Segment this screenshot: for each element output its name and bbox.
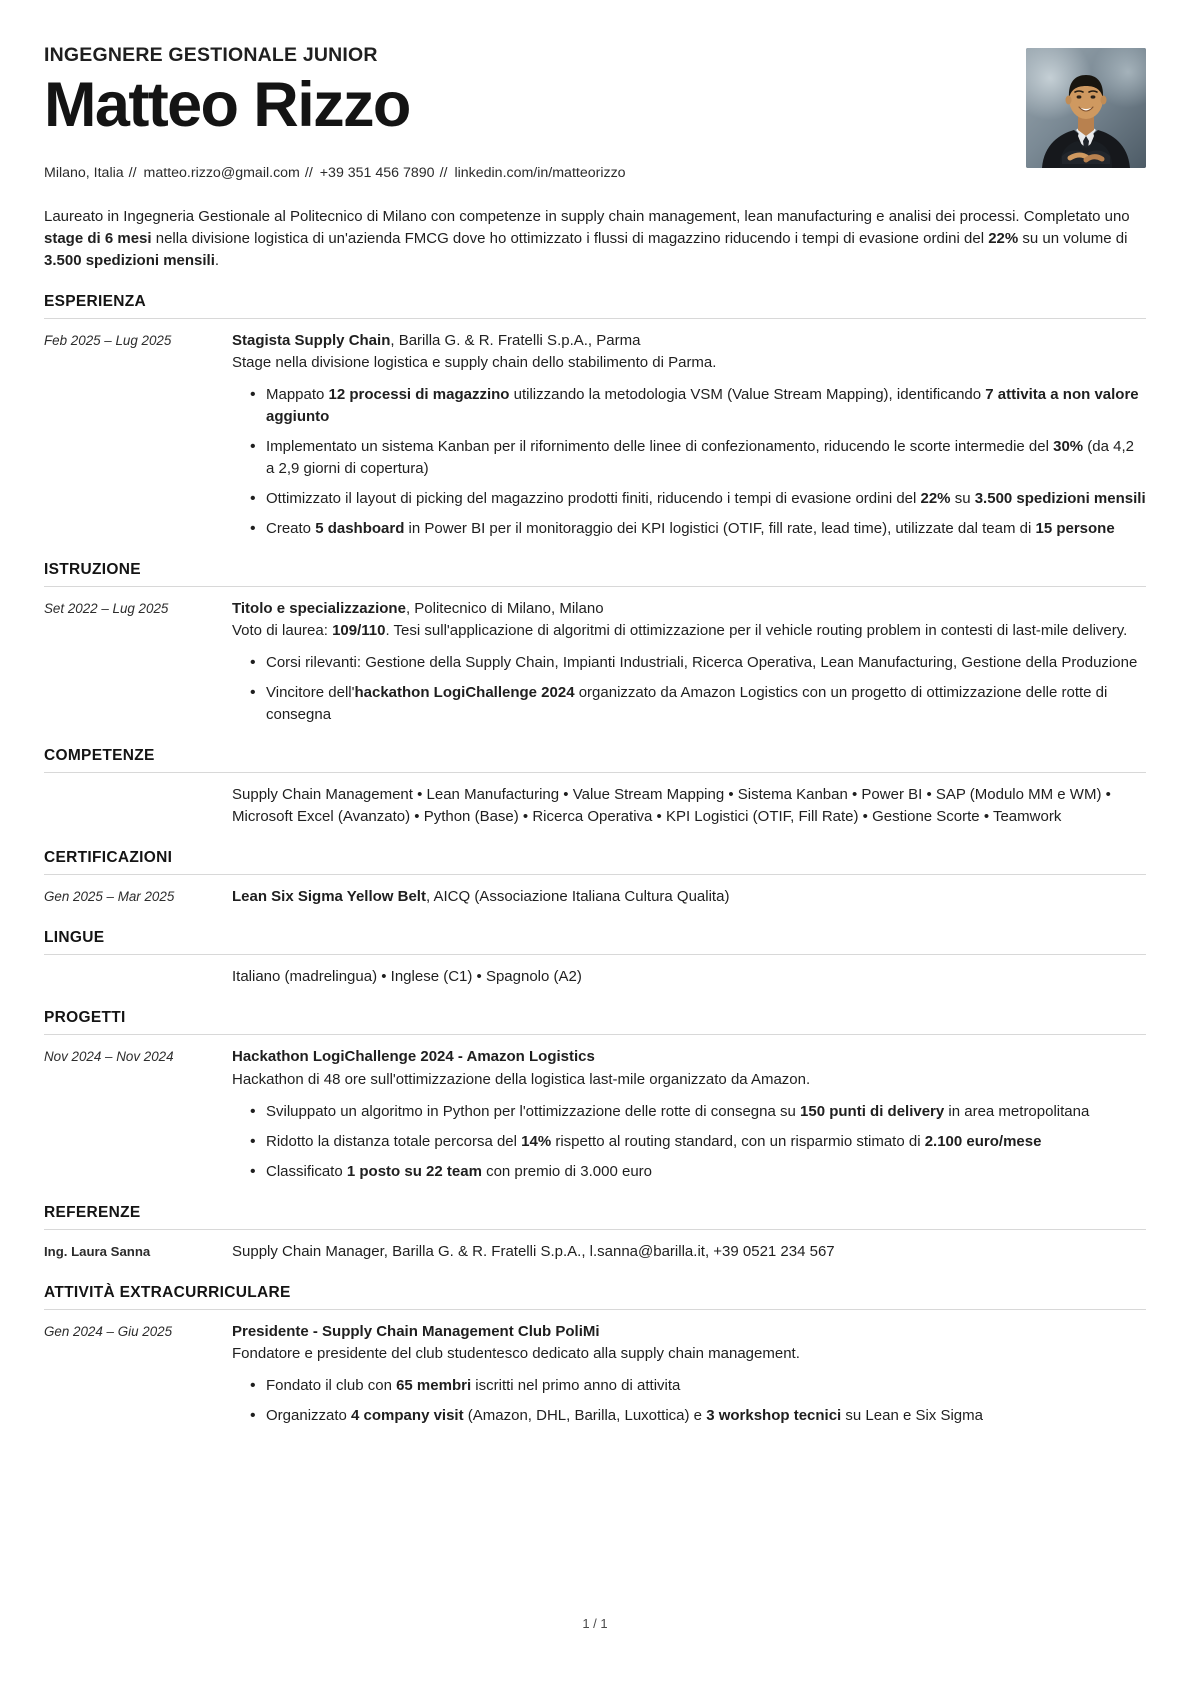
reference-name: Ing. Laura Sanna xyxy=(44,1243,151,1259)
entry-date: Feb 2025 – Lug 2025 xyxy=(44,332,172,348)
bullet-text: organizzato da Amazon Logistics con un progetto di ottimizzazione delle rotte di consegna xyxy=(266,684,1108,724)
list-item xyxy=(254,1101,1146,1123)
contact-phone[interactable]: +39 351 456 7890 xyxy=(319,164,435,181)
entry-body xyxy=(232,330,1146,540)
entry-org: , Barilla G. & R. Fratelli S.p.A., Parma xyxy=(390,331,641,349)
entry-body xyxy=(232,598,1146,726)
summary-bold-2: 22% xyxy=(988,229,1019,247)
list-item xyxy=(254,1375,1146,1397)
section-extracurriculare xyxy=(44,1284,1146,1427)
bullet-bold: 30% xyxy=(1053,437,1084,455)
section-divider xyxy=(44,772,1146,773)
entry-bullet-list xyxy=(232,1101,1146,1183)
bullet-bold: 150 punti di delivery xyxy=(800,1102,945,1120)
list-item xyxy=(254,1161,1146,1183)
bullet-bold: hackathon LogiChallenge 2024 xyxy=(354,684,575,702)
entry-role: Presidente - Supply Chain Management Club PoliMi xyxy=(232,1322,600,1340)
bullet-bold: 5 dashboard xyxy=(315,519,405,537)
certification-name: Lean Six Sigma Yellow Belt xyxy=(232,888,426,906)
skills-entry xyxy=(44,784,1146,828)
entry-date: Set 2022 – Lug 2025 xyxy=(44,601,169,617)
page-footer xyxy=(0,1616,1190,1631)
entry-heading xyxy=(232,598,1146,620)
bullet-text: su xyxy=(950,489,975,507)
section-divider xyxy=(44,1229,1146,1230)
section-lingue xyxy=(44,929,1146,988)
list-item xyxy=(254,1405,1146,1427)
entry-role: Hackathon LogiChallenge 2024 - Amazon Logistics xyxy=(232,1048,595,1066)
list-item xyxy=(254,682,1146,726)
entry-subtitle: Hackathon di 48 ore sull'ottimizzazione della logistica last-mile organizzato da Amazon. xyxy=(232,1070,811,1088)
header-text-block xyxy=(44,44,1026,184)
bullet-bold: 3 workshop tecnici xyxy=(706,1406,842,1424)
section-title-extracurriculare: ATTIVITÀ EXTRACURRICULARE xyxy=(44,1283,291,1301)
experience-entry xyxy=(44,330,1146,540)
professional-summary xyxy=(44,206,1146,272)
section-progetti xyxy=(44,1009,1146,1182)
entry-heading xyxy=(232,330,1146,352)
section-certificazioni xyxy=(44,849,1146,908)
section-divider xyxy=(44,954,1146,955)
contact-line xyxy=(44,164,1002,184)
entry-date: Gen 2024 – Giu 2025 xyxy=(44,1323,173,1339)
summary-bold-3: 3.500 spedizioni mensili xyxy=(44,251,215,269)
bullet-text: Creato xyxy=(266,519,316,537)
bullet-text: in Power BI per il monitoraggio dei KPI logistici (OTIF, fill rate, lead time), utilizzate dal team di xyxy=(404,519,1036,537)
entry-date-spacer xyxy=(44,784,232,785)
resume-header xyxy=(44,44,1146,184)
entry-bullet-list xyxy=(232,652,1146,726)
skills-list: Supply Chain Management • Lean Manufacturing • Value Stream Mapping • Sistema Kanban • Power BI • SAP (Modulo MM e WM) • Microsoft Excel (Avanzato) • Python (Base) • Ricerca Operativa • KPI Logistici (OTIF, Fill Rate) • Gestione Scorte • Teamwork xyxy=(232,786,1111,826)
contact-email[interactable]: matteo.rizzo@gmail.com xyxy=(143,164,300,181)
bullet-bold: 3.500 spedizioni mensili xyxy=(974,489,1146,507)
bullet-text: Corsi rilevanti: Gestione della Supply Chain, Impianti Industriali, Ricerca Operativa, Lean Manufacturing, Gestione della Produzione xyxy=(266,654,1138,672)
entry-body xyxy=(232,886,1146,908)
entry-heading xyxy=(232,1046,1146,1068)
section-title-certificazioni: CERTIFICAZIONI xyxy=(44,849,173,867)
certification-entry xyxy=(44,886,1146,908)
bullet-text: con premio di 3.000 euro xyxy=(481,1162,653,1180)
bullet-text: Organizzato xyxy=(266,1406,352,1424)
summary-part-2: nella divisione logistica di un'azienda FMCG dove ho ottimizzato i flussi di magazzino riducendo i tempi di evasione ordini del xyxy=(151,229,989,247)
bullet-text: Sviluppato un algoritmo in Python per l'ottimizzazione delle rotte di consegna su xyxy=(266,1102,801,1120)
contact-separator-3: // xyxy=(439,164,448,181)
section-competenze xyxy=(44,747,1146,828)
section-divider xyxy=(44,318,1146,319)
section-divider xyxy=(44,1034,1146,1035)
list-item xyxy=(254,488,1146,510)
bullet-bold: 15 persone xyxy=(1035,519,1115,537)
entry-subtitle xyxy=(232,620,1146,642)
bullet-text: utilizzando la metodologia VSM (Value Stream Mapping), identificando xyxy=(509,385,986,403)
bullet-bold: 12 processi di magazzino xyxy=(328,385,510,403)
contact-separator-2: // xyxy=(304,164,313,181)
bullet-bold: 1 posto su 22 team xyxy=(346,1162,482,1180)
list-item xyxy=(254,436,1146,480)
bullet-text: Mappato xyxy=(266,385,329,403)
page-title: Matteo Rizzo xyxy=(44,70,410,141)
bullet-bold: 14% xyxy=(521,1132,552,1150)
bullet-text: Ridotto la distanza totale percorsa del xyxy=(266,1132,522,1150)
bullet-bold: 22% xyxy=(920,489,951,507)
bullet-text: (Amazon, DHL, Barilla, Luxottica) e xyxy=(463,1406,707,1424)
section-divider xyxy=(44,1309,1146,1310)
entry-subtitle: Stage nella divisione logistica e supply chain dello stabilimento di Parma. xyxy=(232,353,717,371)
bullet-bold: 4 company visit xyxy=(351,1406,464,1424)
entry-bullet-list xyxy=(232,384,1146,540)
bullet-text: (da 4,2 a 2,9 giorni di copertura) xyxy=(266,437,1135,477)
section-title-lingue: LINGUE xyxy=(44,929,105,947)
section-title-esperienza: ESPERIENZA xyxy=(44,292,147,310)
section-title-referenze: REFERENZE xyxy=(44,1203,141,1221)
extracurricular-entry xyxy=(44,1321,1146,1427)
bullet-bold: 2.100 euro/mese xyxy=(924,1132,1042,1150)
bullet-bold: 65 membri xyxy=(396,1376,472,1394)
contact-linkedin[interactable]: linkedin.com/in/matteorizzo xyxy=(454,164,626,181)
section-title-progetti: PROGETTI xyxy=(44,1009,126,1027)
reference-entry xyxy=(44,1241,1146,1263)
section-title-competenze: COMPETENZE xyxy=(44,747,155,765)
summary-part-4: . xyxy=(214,251,220,269)
project-entry xyxy=(44,1046,1146,1182)
entry-heading xyxy=(232,1321,1146,1343)
summary-part-3: su un volume di xyxy=(1018,229,1128,247)
summary-part-1: Laureato in Ingegneria Gestionale al Politecnico di Milano con competenze in supply chain management, lean manufacturing e analisi dei processi. Completato uno xyxy=(44,207,1130,225)
entry-date: Gen 2025 – Mar 2025 xyxy=(44,889,175,905)
section-divider xyxy=(44,586,1146,587)
languages-list: Italiano (madrelingua) • Inglese (C1) • Spagnolo (A2) xyxy=(232,968,582,986)
entry-heading xyxy=(232,886,1146,908)
certification-issuer: , AICQ (Associazione Italiana Cultura Qualita) xyxy=(425,888,730,906)
entry-body xyxy=(232,1321,1146,1427)
section-esperienza xyxy=(44,293,1146,540)
section-divider xyxy=(44,874,1146,875)
subtitle-text: Voto di laurea: xyxy=(232,622,333,640)
section-referenze xyxy=(44,1204,1146,1263)
bullet-text: su Lean e Six Sigma xyxy=(841,1406,983,1424)
list-item xyxy=(254,384,1146,428)
entry-org: , Politecnico di Milano, Milano xyxy=(405,600,604,618)
job-title: INGEGNERE GESTIONALE JUNIOR xyxy=(44,44,378,66)
bullet-text: Vincitore dell' xyxy=(266,684,355,702)
list-item xyxy=(254,652,1146,674)
subtitle-bold: 109/110 xyxy=(332,622,386,640)
reference-details: Supply Chain Manager, Barilla G. & R. Fratelli S.p.A., l.sanna@barilla.it, +39 0521 234 567 xyxy=(232,1242,835,1260)
list-item xyxy=(254,518,1146,540)
section-title-istruzione: ISTRUZIONE xyxy=(44,561,141,579)
bullet-text: Implementato un sistema Kanban per il rifornimento delle linee di confezionamento, riducendo le scorte intermedie del xyxy=(266,437,1054,455)
bullet-text: in area metropolitana xyxy=(944,1102,1090,1120)
entry-subtitle: Fondatore e presidente del club studentesco dedicato alla supply chain management. xyxy=(232,1344,800,1362)
education-entry xyxy=(44,598,1146,726)
bullet-text: Classificato xyxy=(266,1162,347,1180)
contact-location: Milano, Italia xyxy=(44,164,124,181)
bullet-text: rispetto al routing standard, con un risparmio stimato di xyxy=(551,1132,925,1150)
entry-role: Stagista Supply Chain xyxy=(232,331,391,349)
entry-body xyxy=(232,1046,1146,1182)
bullet-text: iscritti nel primo anno di attivita xyxy=(471,1376,681,1394)
bullet-bold: 7 attivita a non valore aggiunto xyxy=(266,385,1139,425)
contact-separator-1: // xyxy=(128,164,137,181)
entry-date-spacer xyxy=(44,966,232,967)
entry-role: Titolo e specializzazione xyxy=(232,600,406,618)
bullet-text: Fondato il club con xyxy=(266,1376,397,1394)
page-indicator: 1 / 1 xyxy=(582,1616,608,1631)
avatar xyxy=(1026,48,1146,168)
entry-bullet-list xyxy=(232,1375,1146,1427)
languages-entry xyxy=(44,966,1146,988)
summary-bold-1: stage di 6 mesi xyxy=(44,229,152,247)
entry-date: Nov 2024 – Nov 2024 xyxy=(44,1049,174,1065)
list-item xyxy=(254,1131,1146,1153)
subtitle-text: . Tesi sull'applicazione di algoritmi di ottimizzazione per il vehicle routing problem in contesti di last-mile delivery. xyxy=(385,622,1128,640)
bullet-text: Ottimizzato il layout di picking del magazzino prodotti finiti, riducendo i tempi di evasione ordini del xyxy=(266,489,921,507)
section-istruzione xyxy=(44,561,1146,726)
